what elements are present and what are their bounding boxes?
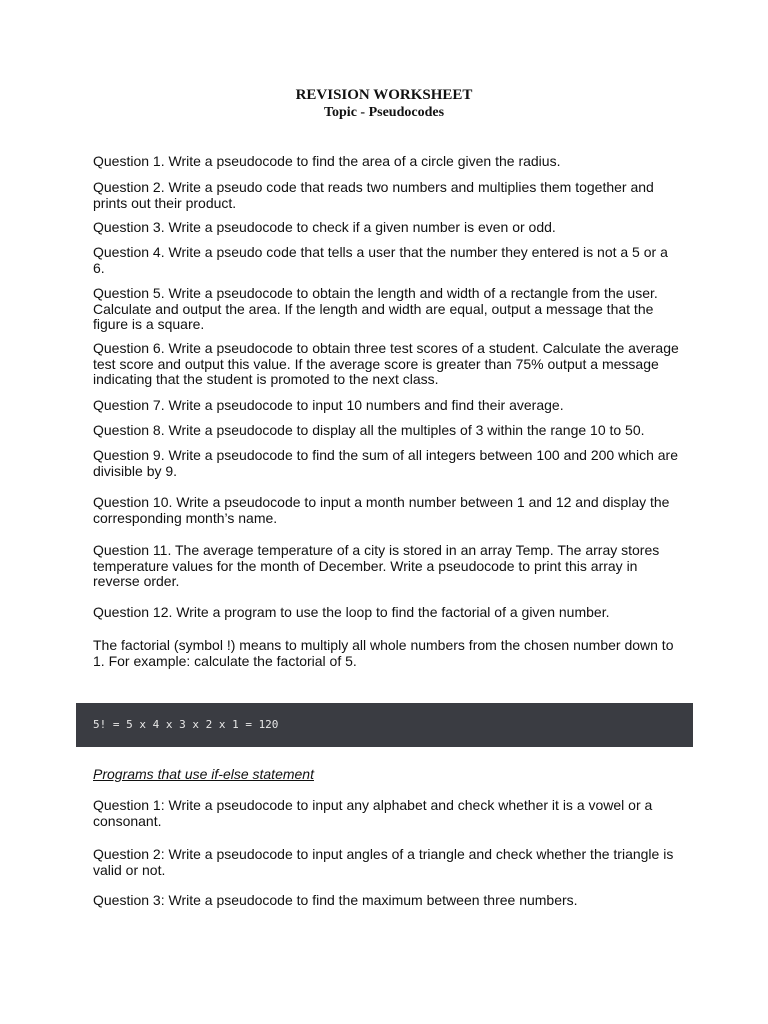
question-8: Question 8. Write a pseudocode to display all the multiples of 3 within the range 10 to 50.	[93, 422, 645, 438]
question-5: Question 5. Write a pseudocode to obtain the length and width of a rectangle from the user. Calculate and output the area. If the length and width are equal, output a message that the figure is a square.	[93, 285, 658, 333]
question-10: Question 10. Write a pseudocode to input a month number between 1 and 12 and display the corresponding month’s name.	[93, 494, 670, 526]
factorial-note: The factorial (symbol !) means to multiply all whole numbers from the chosen number down to 1. For example: calculate the factorial of 5.	[93, 637, 674, 669]
code-example-block	[76, 703, 693, 747]
question-3: Question 3. Write a pseudocode to check if a given number is even or odd.	[93, 219, 556, 235]
question-4: Question 4. Write a pseudo code that tells a user that the number they entered is not a 5 or a 6.	[93, 244, 668, 276]
if-else-question-3: Question 3: Write a pseudocode to find the maximum between three numbers.	[93, 892, 578, 908]
question-12: Question 12. Write a program to use the loop to find the factorial of a given number.	[93, 604, 610, 620]
question-11: Question 11. The average temperature of a city is stored in an array Temp. The array stores temperature values for the month of December. Write a pseudocode to print this array in reverse order.	[93, 542, 660, 590]
worksheet-title: REVISION WORKSHEET	[295, 87, 473, 103]
question-9: Question 9. Write a pseudocode to find the sum of all integers between 100 and 200 which are divisible by 9.	[93, 447, 678, 479]
worksheet-subtitle: Topic - Pseudocodes	[323, 105, 445, 120]
question-1: Question 1. Write a pseudocode to find the area of a circle given the radius.	[93, 153, 561, 169]
code-example-text: 5! = 5 x 4 x 3 x 2 x 1 = 120	[93, 718, 279, 731]
question-7: Question 7. Write a pseudocode to input 10 numbers and find their average.	[93, 397, 564, 413]
if-else-section-heading: Programs that use if-else statement	[93, 766, 314, 782]
if-else-question-2: Question 2: Write a pseudocode to input angles of a triangle and check whether the triangle is valid or not.	[93, 846, 674, 878]
if-else-question-1: Question 1: Write a pseudocode to input any alphabet and check whether it is a vowel or a consonant.	[93, 797, 653, 829]
question-6: Question 6. Write a pseudocode to obtain three test scores of a student. Calculate the average test score and output this value. If the average score is greater than 75% output a message indicating that the student is promoted to the next class.	[93, 340, 679, 388]
question-2: Question 2. Write a pseudo code that reads two numbers and multiplies them together and prints out their product.	[93, 179, 654, 211]
